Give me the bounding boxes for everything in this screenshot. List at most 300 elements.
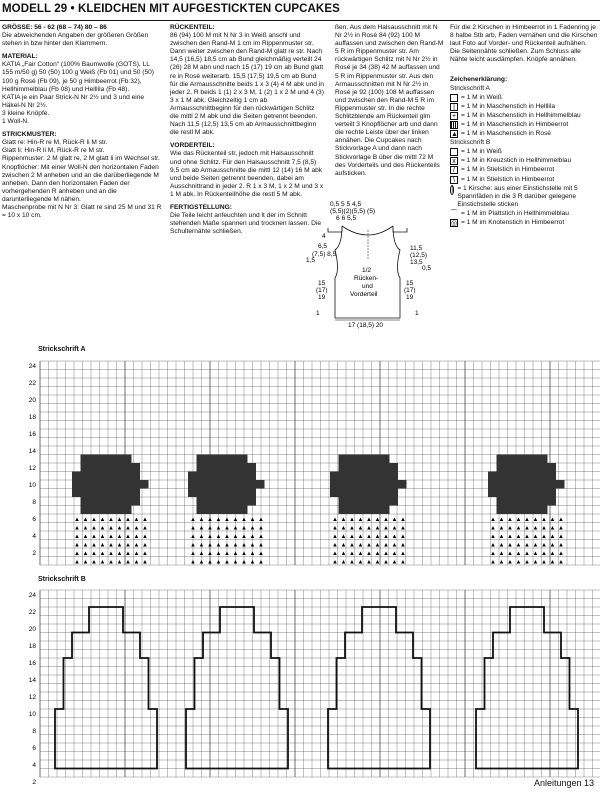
frosting-mark [505,480,514,489]
frosting-mark [140,480,149,489]
frosting-mark [222,489,231,498]
frosting-mark [505,463,514,472]
material-text4: 1 Woll-N. [2,118,29,126]
base-mark: ▲ [332,534,338,540]
base-mark: ▲ [224,551,230,557]
base-mark: ▲ [116,559,123,566]
base-mark: ▲ [532,559,539,566]
frosting-mark [222,463,231,472]
base-mark: ▲ [91,542,97,549]
base-mark: ▲ [74,551,80,557]
base-mark: ▲ [207,525,213,532]
row-label-left: 12 [28,464,36,472]
base-mark: ▲ [549,525,556,532]
base-mark: ▲ [258,534,264,540]
base-mark: ▲ [215,517,222,523]
base-mark: ▲ [133,542,140,549]
base-mark: ▲ [357,551,364,557]
fertig-label: FERTIGSTELLUNG: [170,203,232,211]
base-mark: ▲ [374,534,381,540]
frosting-mark [339,480,348,489]
base-mark: ▲ [249,551,256,557]
row-label-left: 10 [28,710,36,718]
frosting-mark [81,489,90,498]
frosting-mark [381,489,390,498]
base-mark: ▲ [91,534,97,540]
frosting-mark [347,463,356,472]
frosting-mark [522,480,531,489]
frosting-mark [231,463,240,472]
frosting-mark [72,489,81,498]
frosting-mark [98,472,107,481]
frosting-mark [347,455,356,464]
frosting-mark [390,463,399,472]
slash-box-icon: / [450,166,458,174]
base-mark: ▲ [549,542,556,549]
frosting-mark [488,472,497,481]
sch-top-a: 0,5 5 5 4,5 [330,201,362,208]
base-mark: ▲ [558,559,564,566]
base-mark: ▲ [207,517,213,523]
page-title: MODELL 29 • KLEIDCHEN MIT AUFGESTICKTEN CUPCAKES [2,3,340,15]
base-mark: ▲ [125,525,131,532]
frosting-mark [115,463,124,472]
frosting-mark [514,455,523,464]
frosting-mark [373,506,382,515]
base-mark: ▲ [190,559,196,566]
base-mark: ▲ [524,534,530,540]
frosting-mark [106,455,115,464]
row-label-left: 22 [28,608,36,616]
frosting-mark [522,455,531,464]
cupcake-outline [476,607,578,769]
frosting-mark [123,472,132,481]
frosting-mark [106,463,115,472]
frosting-mark [214,463,223,472]
base-mark: ▲ [400,542,406,549]
legend-b-item: x = 1 M in Kreuzstich in Hellhimmelblau [450,157,598,165]
chart-b-title: Strickschrift B [38,576,86,583]
frosting-mark [330,489,339,498]
base-mark: ▲ [349,551,355,557]
rueckenteil-label: RÜCKENTEIL: [170,24,215,31]
sch-ll2: 19 [318,294,326,301]
base-mark: ▲ [116,525,123,532]
base-mark: ▲ [374,559,381,566]
frosting-mark [505,455,514,464]
frosting-mark [548,489,557,498]
garment-schematic [290,200,460,329]
frosting-mark [522,463,531,472]
frosting-mark [539,472,548,481]
frosting-mark [497,463,506,472]
base-mark: ▲ [490,551,496,557]
sch-l2: 6,5 [318,243,328,250]
frosting-mark [89,455,98,464]
base-mark: ▲ [532,542,539,549]
frosting-mark [89,463,98,472]
base-mark: ▲ [133,525,140,532]
base-mark: ▲ [198,551,205,557]
base-mark: ▲ [99,551,106,557]
frosting-mark [381,455,390,464]
frosting-mark [514,497,523,506]
base-mark: ▲ [558,534,564,540]
base-mark: ▲ [507,559,513,566]
base-mark: ▲ [125,534,131,540]
frosting-mark [373,489,382,498]
frosting-mark [339,497,348,506]
base-mark: ▲ [190,534,196,540]
frosting-mark [539,463,548,472]
vorderteil-label: VORDERTEIL: [170,142,215,150]
frosting-mark [98,455,107,464]
frosting-mark [222,455,231,464]
base-mark: ▲ [82,542,89,549]
frosting-mark [347,480,356,489]
frosting-mark [89,497,98,506]
frosting-mark [72,480,81,489]
base-mark: ▲ [515,534,522,540]
base-mark: ▲ [232,559,239,566]
frosting-mark [505,506,514,515]
frosting-mark [356,506,365,515]
sch-r1: 11,5 [410,245,423,252]
base-mark: ▲ [215,525,222,532]
base-mark: ▲ [490,559,496,566]
frosting-mark [364,463,373,472]
base-mark: ▲ [82,551,89,557]
base-mark: ▲ [258,525,264,532]
base-mark: ▲ [340,534,347,540]
base-mark: ▲ [366,551,372,557]
base-mark: ▲ [549,559,556,566]
base-mark: ▲ [357,559,364,566]
base-mark: ▲ [349,517,355,523]
frosting-mark [548,497,557,506]
legend-a-item: = 1 M in Weiß [450,94,598,102]
base-mark: ▲ [133,517,140,523]
frosting-mark [231,480,240,489]
sch-ll0: 15 [318,280,326,287]
base-mark: ▲ [142,517,148,523]
base-mark: ▲ [524,542,530,549]
frosting-mark [205,489,214,498]
frosting-mark [214,506,223,515]
frosting-mark [339,489,348,498]
base-mark: ▲ [190,525,196,532]
base-mark: ▲ [133,551,140,557]
legend-b-item: / = 1 M in Stielstich in Himbeerrot [450,166,598,174]
frosting-mark [497,480,506,489]
frosting-mark [539,506,548,515]
chart-b-grid [0,584,600,784]
backslash-box-icon: \ [450,176,458,184]
base-mark: ▲ [142,534,148,540]
frosting-mark [81,480,90,489]
base-mark: ▲ [515,542,522,549]
frosting-mark [373,497,382,506]
base-mark: ▲ [258,517,264,523]
row-label-left: 14 [28,676,36,684]
frosting-mark [356,480,365,489]
frosting-mark [347,472,356,481]
frosting-mark [72,472,81,481]
row-label-left: 18 [28,413,36,421]
cupcake-outline [55,607,157,769]
base-mark: ▲ [99,525,106,532]
strickmuster-label: STRICKMUSTER: [2,131,57,139]
base-mark: ▲ [207,559,213,566]
base-mark: ▲ [249,542,256,549]
sch-r4: 0,5 [422,265,432,272]
frosting-mark [488,480,497,489]
frosting-mark [123,506,132,515]
frosting-mark [356,472,365,481]
frosting-mark [123,463,132,472]
base-mark: ▲ [241,534,247,540]
frosting-mark [548,480,557,489]
base-mark: ▲ [224,559,230,566]
col3-text: ßen. Aus dem Halsausschnitt mit N Nr 2½ in Rosé 84 (92) 100 M auffassen und zwischen den Rand-M 5 R im Rippenmuster str. Am rückwärtigen Schlitz mit N Nr 2½ in Rosé je 34 (38) 42 M auffassen und 5 R im Rippenmuster str. Aus den Armausschnitten mit N Nr 2½ in Rosé je 92 (100) 108 M auffassen und zwischen den Rand-M 5 R im Rippenmuster str. In die rechte Schlitzblende am Rückenteil glm verteilt 3 Knopflöcher arb und dann die rechte Leiste über der linken annähen. Die Cupcakes nach Stickvorlage A und dann nach Stickvorlage B über die mittl 72 M des Vorderteils und des Rückenteils aufsticken. [335,24,444,177]
frosting-mark [231,489,240,498]
frosting-mark [197,472,206,481]
column-1 [2,24,162,220]
base-mark: ▲ [82,525,89,532]
frosting-mark [398,480,407,489]
base-mark: ▲ [498,525,505,532]
base-mark: ▲ [125,551,131,557]
frosting-mark [497,489,506,498]
frosting-mark [373,480,382,489]
legend-title: Zeichenerklärung: [450,76,508,84]
frosting-mark [339,472,348,481]
frosting-mark [106,472,115,481]
frosting-mark [373,455,382,464]
frosting-mark [98,480,107,489]
row-label-left: 24 [28,591,36,599]
base-mark: ▲ [558,525,564,532]
row-label-left: 12 [28,693,36,701]
frosting-mark [239,455,248,464]
frosting-mark [132,497,141,506]
frosting-mark [256,480,265,489]
frosting-mark [222,480,231,489]
base-mark: ▲ [391,534,398,540]
page-header [0,0,600,21]
frosting-mark [248,480,257,489]
frosting-mark [505,472,514,481]
base-mark: ▲ [232,525,239,532]
base-mark: ▲ [241,559,247,566]
frosting-mark [132,489,141,498]
frosting-mark [132,463,141,472]
base-mark: ▲ [190,551,196,557]
frosting-mark [239,472,248,481]
frosting-mark [123,480,132,489]
groesse-label: GRÖSSE: 56 - 62 (68 – 74) 80 – 86 [2,24,107,31]
base-mark: ▲ [524,525,530,532]
base-mark: ▲ [190,542,196,549]
base-mark: ▲ [232,551,239,557]
base-mark: ▲ [357,525,364,532]
base-mark: ▲ [116,534,123,540]
frosting-mark [556,480,565,489]
base-mark: ▲ [133,559,140,566]
frosting-mark [347,506,356,515]
base-mark: ▲ [142,525,148,532]
base-mark: ▲ [116,551,123,557]
frosting-mark [123,455,132,464]
knot-icon: ◎ [451,220,458,228]
frosting-mark [390,497,399,506]
base-mark: ▲ [241,542,247,549]
base-mark: ▲ [366,525,372,532]
glatt-li: Glatt li: Hin-R li M, Rück-R re M str. [2,147,105,155]
frosting-mark [106,506,115,515]
base-mark: ▲ [249,534,256,540]
triangle-box-icon: ▲ [451,131,458,139]
base-mark: ▲ [391,559,398,566]
base-mark: ▲ [374,517,381,523]
base-mark: ▲ [108,525,114,532]
frosting-mark [231,506,240,515]
base-mark: ▲ [391,517,398,523]
legend-cherry: | = 1 Kirsche: aus einer Einstichstelle mit 5 Spannfäden in die 3 R darüber gelegene Einstichstelle sticken [451,184,578,208]
base-mark: ▲ [207,542,213,549]
frosting-mark [248,463,257,472]
sch-rl2: 19 [406,294,414,301]
base-mark: ▲ [116,542,123,549]
frosting-mark [505,489,514,498]
base-mark: ▲ [507,534,513,540]
frosting-mark [514,489,523,498]
frosting-mark [197,455,206,464]
frosting-mark [356,497,365,506]
frosting-mark [239,506,248,515]
base-mark: ▲ [374,551,381,557]
base-mark: ▲ [490,542,496,549]
base-mark: ▲ [142,542,148,549]
frosting-mark [214,472,223,481]
base-mark: ▲ [332,542,338,549]
cherry-icon: | [451,185,454,193]
frosting-mark [373,472,382,481]
frosting-mark [222,497,231,506]
knopf: Knopflöcher: Mit einer Woll-N den horizontalen Faden zwischen 2 M anheben und an die darüberliegende M anheben. Dann den horizontalen Faden der vorhergehenden R anheben und an die darunterliegende M nähen. [2,163,159,203]
base-mark: ▲ [490,525,496,532]
row-label-left: 2 [32,778,36,786]
base-mark: ▲ [490,517,496,523]
frosting-mark [222,472,231,481]
base-mark: ▲ [400,517,406,523]
frosting-mark [214,480,223,489]
base-mark: ▲ [215,542,222,549]
frosting-mark [548,472,557,481]
base-mark: ▲ [349,525,355,532]
vorderteil-text: Wie das Rückenteil str, jedoch mit Halsausschnitt und ohne Schlitz. Für den Halsausschnitt 7,5 (8,5) 9,5 cm ab Armausschnitte die mittl 12 (14) 16 M abk und beide Seiten getrennt beenden, dabei am Ausschnittrand in jeder 2. R 1 x 3 M, 1 x 2 M und 3 x 1 M abk. In Rückenteilhöhe die restl 5 M abk. [170,150,324,198]
frosting-mark [381,463,390,472]
base-mark: ▲ [74,542,80,549]
frosting-mark [214,455,223,464]
base-mark: ▲ [224,525,230,532]
sch-l1: 4 [322,233,326,240]
base-mark: ▲ [198,525,205,532]
row-label-left: 22 [28,379,36,387]
fertig-text: Die Teile leicht anfeuchten und lt der im Schnitt stehenden Maße spannen und trocknen lassen. Die Schulternähte schließen. [170,212,322,236]
base-mark: ▲ [524,551,530,557]
frosting-mark [81,497,90,506]
column-4 [450,24,598,228]
row-label-left: 18 [28,642,36,650]
legend-a-title: Strickschrift A [450,84,490,92]
frosting-mark [214,497,223,506]
page-footer: Anleitungen 13 [533,778,594,788]
frosting-mark [381,480,390,489]
frosting-mark [364,489,373,498]
frosting-mark [356,463,365,472]
row-label-left: 6 [32,515,36,523]
base-mark: ▲ [198,517,205,523]
base-mark: ▲ [74,534,80,540]
frosting-mark [497,455,506,464]
base-mark: ▲ [99,542,106,549]
frosting-mark [531,455,540,464]
base-mark: ▲ [215,559,222,566]
frosting-mark [132,480,141,489]
base-mark: ▲ [498,517,505,523]
base-mark: ▲ [198,559,205,566]
base-mark: ▲ [241,517,247,523]
row-label-left: 8 [32,498,36,506]
frosting-mark [231,497,240,506]
base-mark: ▲ [215,551,222,557]
curve-icon: ⌒ [450,208,458,218]
frosting-mark [373,463,382,472]
base-mark: ▲ [108,517,114,523]
frosting-mark [531,472,540,481]
base-mark: ▲ [142,559,148,566]
frosting-mark [347,497,356,506]
sch-top-b: (5,5)(2)(5,5) (5) [330,208,376,215]
frosting-mark [81,455,90,464]
base-mark: ▲ [91,525,97,532]
frosting-mark [239,497,248,506]
frosting-mark [347,489,356,498]
base-mark: ▲ [383,542,389,549]
base-mark: ▲ [558,551,564,557]
frosting-mark [89,506,98,515]
frosting-mark [89,489,98,498]
rippen: Rippenmuster: 2 M glatt re, 2 M glatt li im Wechsel str. [2,155,160,163]
base-mark: ▲ [125,517,131,523]
frosting-mark [239,463,248,472]
frosting-mark [81,506,90,515]
base-mark: ▲ [357,534,364,540]
base-mark: ▲ [515,525,522,532]
probe: Maschenprobe mit N Nr 3: Glatt re sind 25 M und 31 R = 10 x 10 cm. [2,203,162,220]
plus-box-icon: + [451,112,457,120]
frosting-mark [231,472,240,481]
frosting-mark [123,489,132,498]
base-mark: ▲ [558,517,564,523]
base-mark: ▲ [400,525,406,532]
sch-one-r: 1 [415,310,419,317]
base-mark: ▲ [142,551,148,557]
frosting-mark [115,455,124,464]
sch-ll1: (17) [316,287,328,294]
base-mark: ▲ [74,525,80,532]
